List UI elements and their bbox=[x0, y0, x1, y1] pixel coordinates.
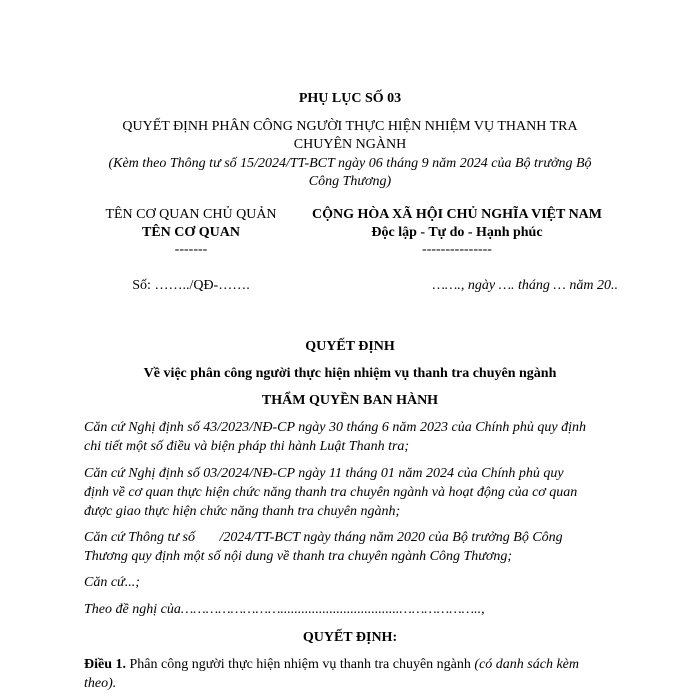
article-1-label: Điều 1. bbox=[84, 657, 126, 672]
parent-agency-name: TÊN CƠ QUAN CHỦ QUẢN bbox=[105, 207, 277, 222]
document-date: ……., ngày …. tháng … năm 20.. bbox=[432, 278, 618, 293]
legal-basis-2-line2: định về cơ quan thực hiện chức năng thanh tra chuyên ngành và hoạt động của cơ quan bbox=[84, 485, 578, 500]
legal-basis-2-line1: Căn cứ Nghị định số 03/2024/NĐ-CP ngày 11 tháng 01 năm 2024 của Chính phủ quy bbox=[84, 466, 564, 481]
legal-basis-2-line3: được giao thực hiện chức năng thanh tra chuyên ngành; bbox=[84, 504, 401, 519]
legal-basis-3-line2: Thương quy định một số nội dung về thanh tra chuyên ngành Công Thương; bbox=[84, 549, 513, 564]
article-1-note-part2: theo). bbox=[84, 676, 117, 691]
agency-rule: ------- bbox=[174, 242, 208, 257]
appendix-title: PHỤ LỤC SỐ 03 bbox=[298, 91, 402, 106]
other-basis: Căn cứ...; bbox=[84, 575, 140, 590]
decides-heading: QUYẾT ĐỊNH: bbox=[302, 630, 398, 645]
decision-title: QUYẾT ĐỊNH bbox=[305, 339, 395, 354]
agency-name: TÊN CƠ QUAN bbox=[141, 225, 240, 240]
appendix-note-line2: Công Thương) bbox=[308, 174, 392, 189]
legal-basis-1-line2: chi tiết một số điều và biện pháp thi hành Luật Thanh tra; bbox=[84, 439, 410, 454]
document-number: Số: ……../QĐ-……. bbox=[132, 278, 250, 293]
article-1 bbox=[84, 655, 620, 693]
article-1-note-part1: (có danh sách kèm bbox=[474, 657, 579, 672]
legal-basis-3 bbox=[84, 528, 620, 566]
legal-basis-1-line1: Căn cứ Nghị định số 43/2023/NĐ-CP ngày 30 tháng 6 năm 2023 của Chính phủ quy định bbox=[84, 420, 587, 435]
legal-basis-3-line1: Căn cứ Thông tư số /2024/TT-BCT ngày tháng năm 2020 của Bộ trưởng Bộ Công bbox=[84, 530, 563, 545]
issuing-authority: THẨM QUYỀN BAN HÀNH bbox=[261, 393, 439, 408]
legal-basis-2 bbox=[84, 464, 620, 521]
motto-rule: --------------- bbox=[422, 242, 492, 257]
national-motto: Độc lập - Tự do - Hạnh phúc bbox=[371, 225, 543, 240]
article-1-text: Phân công người thực hiện nhiệm vụ thanh tra chuyên ngành bbox=[126, 657, 475, 672]
appendix-note-line1: (Kèm theo Thông tư số 15/2024/TT-BCT ngày 06 tháng 9 năm 2024 của Bộ trưởng Bộ bbox=[108, 156, 592, 171]
proposal-line: Theo đề nghị của……………………..................................……………….., bbox=[84, 602, 485, 617]
appendix-subtitle-line2: CHUYÊN NGÀNH bbox=[293, 137, 407, 152]
national-title: CỘNG HÒA XÃ HỘI CHỦ NGHĨA VIỆT NAM bbox=[311, 207, 602, 222]
appendix-subtitle-line1: QUYẾT ĐỊNH PHÂN CÔNG NGƯỜI THỰC HIỆN NHIỆM VỤ THANH TRA bbox=[122, 119, 578, 134]
decision-subject: Về việc phân công người thực hiện nhiệm vụ thanh tra chuyên ngành bbox=[143, 366, 557, 381]
legal-basis-1 bbox=[84, 418, 620, 456]
